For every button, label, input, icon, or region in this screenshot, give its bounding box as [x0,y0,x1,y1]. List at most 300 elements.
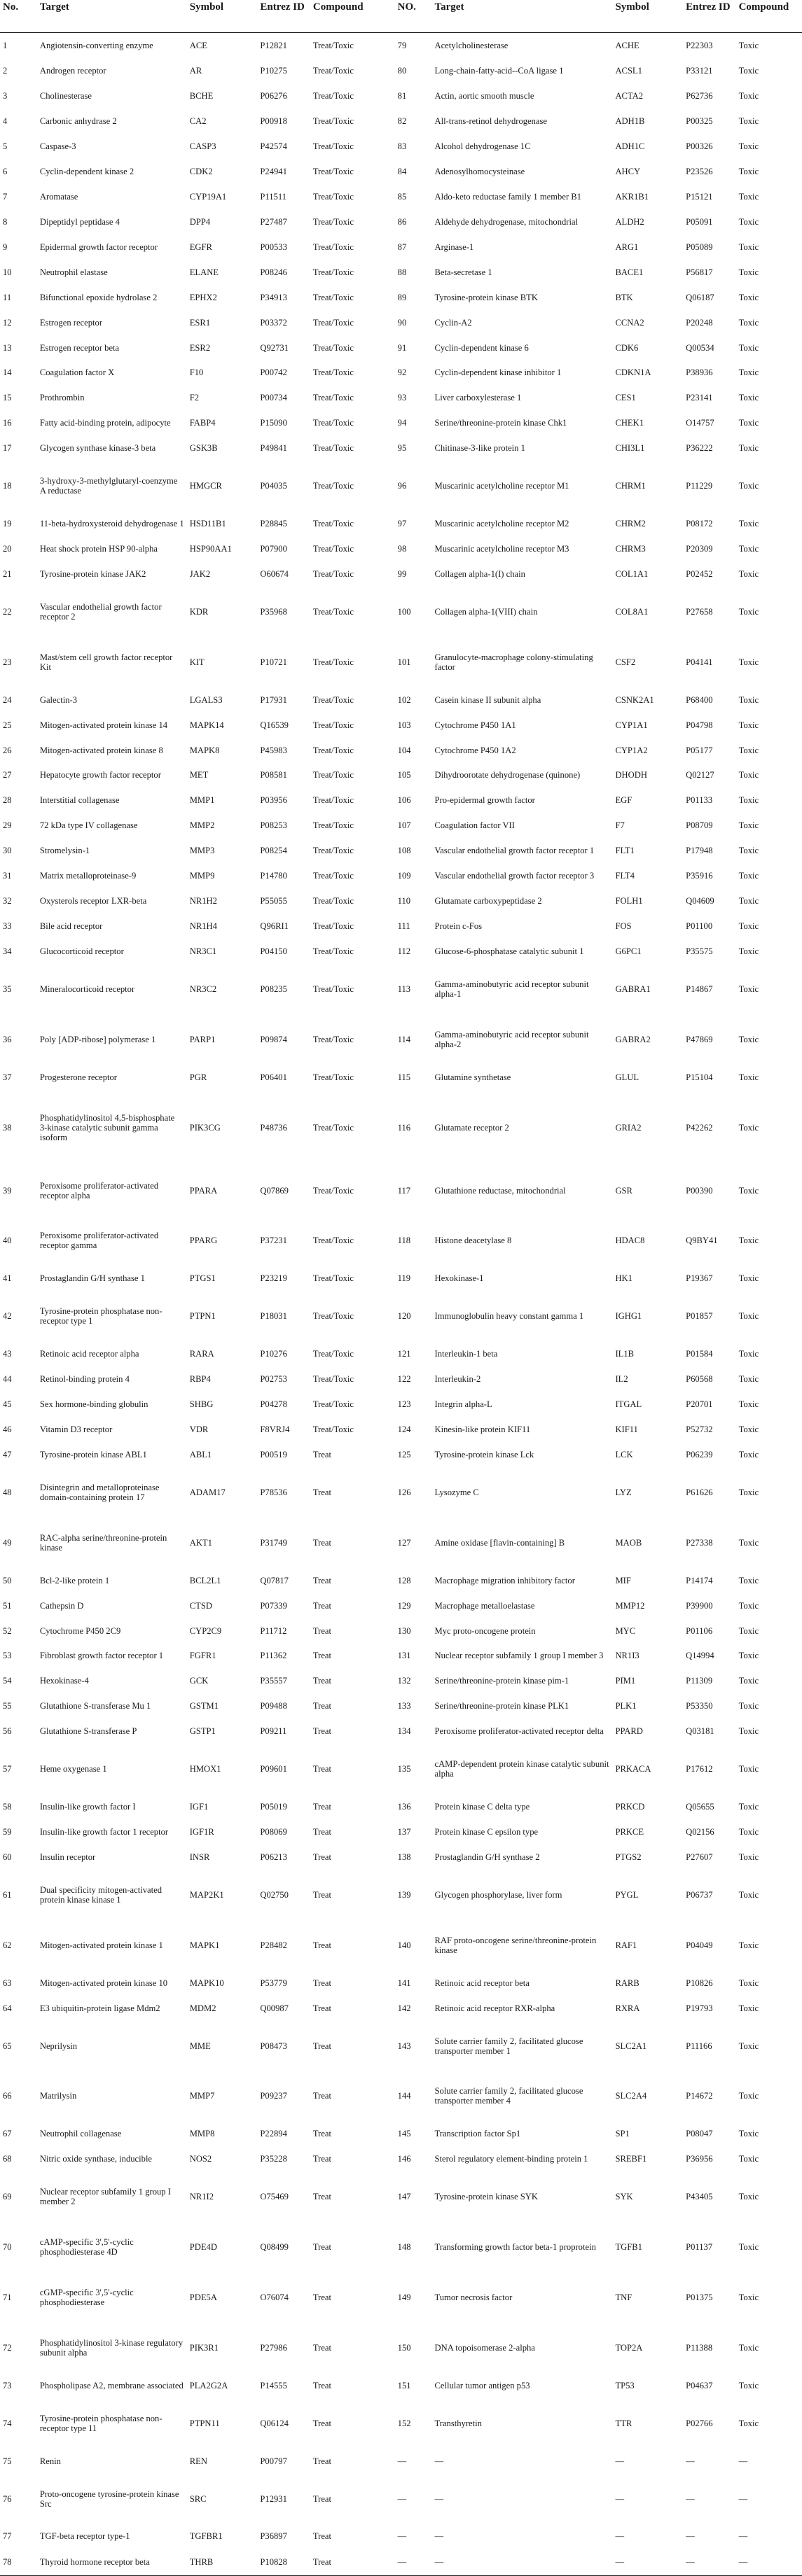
cell-target-left: Stromelysin-1 [39,846,90,856]
cell-target-right: Cyclin-A2 [434,317,472,328]
cell-no-right: 134 [397,1726,411,1737]
cell-target-left: TGF-beta receptor type-1 [39,2531,130,2542]
cell-no-left: 58 [3,1802,12,1812]
cell-compound-left: Treat/Toxic [312,745,354,755]
cell-compound-right: Toxic [738,2292,759,2302]
cell-symbol-left: AKT1 [189,1537,212,1548]
cell-no-left: 63 [3,1977,12,1988]
cell-target-right: Protein kinase C delta type [434,1802,530,1812]
cell-symbol-left: PGR [189,1072,207,1082]
cell-compound-right: Toxic [738,2091,759,2101]
table-row [0,1668,802,1693]
cell-target-right: Collagen alpha-1(I) chain [434,568,525,579]
cell-entrez-id-left: Q08499 [260,2242,289,2253]
table-row [0,1970,802,1996]
cell-target-right: Tyrosine-protein kinase Lck [434,1449,534,1460]
cell-entrez-id-right: — [686,2493,695,2504]
cell-entrez-id-right: P14867 [686,983,713,994]
cell-no-right: 93 [397,393,407,403]
cell-target-left: Mitogen-activated protein kinase 1 [39,1940,163,1950]
cell-target-right: Peroxisome proliferator-activated receptor delta [434,1726,604,1737]
cell-compound-left: Treat/Toxic [312,1349,354,1359]
cell-no-right: 145 [397,2129,411,2139]
cell-no-right: 128 [397,1575,411,1586]
cell-symbol-left: MME [189,2040,211,2051]
cell-entrez-id-right: P02766 [686,2418,713,2428]
cell-no-right: 81 [397,91,407,102]
cell-entrez-id-left: P00519 [260,1449,287,1460]
cell-entrez-id-left: P00734 [260,393,287,403]
cell-no-left: 52 [3,1625,12,1636]
cell-no-left: 40 [3,1236,12,1246]
cell-symbol-right: ADH1C [615,141,645,151]
cell-target-right: Gamma-aminobutyric acid receptor subunit alpha-2 [434,1029,589,1049]
cell-no-right: 124 [397,1424,411,1434]
cell-no-left: 62 [3,1940,12,1950]
cell-entrez-id-right: Q9BY41 [686,1236,718,1246]
cell-entrez-id-right: P22303 [686,40,713,50]
cell-target-right: Gamma-aminobutyric acid receptor subunit alpha-1 [434,979,589,999]
cell-compound-left: Treat/Toxic [312,317,354,328]
table-row [0,58,802,83]
cell-target-right: Nuclear receptor subfamily 1 group I member 3 [434,1651,604,1661]
cell-target-left: Phosphatidylinositol 3-kinase regulatory subunit alpha [39,2337,184,2358]
cell-entrez-id-right: P20248 [686,317,713,328]
cell-no-left: 50 [3,1575,12,1586]
cell-entrez-id-right: P61626 [686,1487,713,1497]
cell-entrez-id-left: P24941 [260,166,287,176]
cell-target-right: Solute carrier family 2, facilitated glucose transporter member 4 [434,2086,583,2106]
cell-compound-left: Treat [312,1537,331,1548]
cell-compound-left: Treat [312,2292,331,2302]
cell-target-left: Neprilysin [39,2040,78,2051]
cell-target-left: Carbonic anhydrase 2 [39,116,117,127]
cell-entrez-id-left: P08473 [260,2040,287,2051]
cell-no-left: 43 [3,1349,12,1359]
cell-compound-right: Toxic [738,40,759,50]
cell-no-right: 138 [397,1851,411,1862]
cell-entrez-id-left: P04150 [260,946,287,957]
table-row [0,2373,802,2398]
cell-entrez-id-right: P23526 [686,166,713,176]
table-row [0,738,802,763]
cell-compound-left: Treat [312,1802,331,1812]
cell-target-right: Transthyretin [434,2418,482,2428]
cell-compound-right: Toxic [738,267,759,277]
cell-entrez-id-left: P09874 [260,1034,287,1044]
table-row [0,1844,802,1870]
cell-no-left: 1 [3,40,8,50]
cell-entrez-id-right: P11388 [686,2342,713,2353]
cell-entrez-id-right: P01106 [686,1625,713,1636]
cell-target-left: Tyrosine-protein kinase JAK2 [39,568,146,579]
cell-entrez-id-left: P08246 [260,267,287,277]
cell-no-right: 146 [397,2154,411,2164]
cell-no-left: 53 [3,1651,12,1661]
cell-compound-right: Toxic [738,91,759,102]
table-row [0,461,802,511]
cell-no-right: 100 [397,606,411,617]
cell-target-right: Glutathione reductase, mitochondrial [434,1185,566,1196]
cell-entrez-id-right: P27338 [686,1537,713,1548]
cell-symbol-right: SYK [615,2192,633,2202]
cell-target-right: Protein c-Fos [434,921,483,932]
cell-symbol-right: COL8A1 [615,606,649,617]
cell-target-right: — [434,2493,444,2504]
cell-entrez-id-left: P10276 [260,1349,287,1359]
cell-no-left: 13 [3,342,12,353]
cell-no-left: 73 [3,2380,12,2390]
table-row [0,1618,802,1644]
cell-no-right: 149 [397,2292,411,2302]
cell-compound-right: Toxic [738,241,759,252]
cell-compound-left: Treat [312,2040,331,2051]
cell-no-right: 122 [397,1374,411,1385]
cell-target-left: Mitogen-activated protein kinase 8 [39,745,163,755]
cell-entrez-id-right: Q14994 [686,1651,714,1661]
cell-symbol-right: MMP12 [615,1600,645,1611]
cell-no-right: 114 [397,1034,411,1044]
cell-no-right: 129 [397,1600,411,1611]
cell-no-left: 56 [3,1726,12,1737]
cell-compound-left: Treat [312,1851,331,1862]
cell-compound-left: Treat/Toxic [312,1072,354,1082]
cell-target-right: Myc proto-oncogene protein [434,1625,536,1636]
cell-no-right: 120 [397,1311,411,1322]
cell-entrez-id-left: P12821 [260,40,287,50]
cell-symbol-left: PIK3CG [189,1122,221,1133]
cell-compound-right: Toxic [738,1889,759,1900]
cell-target-left: Renin [39,2456,61,2466]
cell-no-right: 110 [397,896,411,906]
cell-compound-left: Treat/Toxic [312,116,354,127]
cell-compound-right: Toxic [738,1374,759,1385]
cell-symbol-left: ELANE [189,267,219,277]
cell-symbol-left: MMP2 [189,820,215,831]
cell-entrez-id-right: P60568 [686,1374,713,1385]
cell-target-right: Tyrosine-protein kinase SYK [434,2192,538,2202]
cell-entrez-id-right: P56817 [686,267,713,277]
cell-entrez-id-left: P06401 [260,1072,287,1082]
cell-compound-left: Treat/Toxic [312,91,354,102]
cell-symbol-left: MAPK14 [189,720,224,730]
cell-no-left: 57 [3,1764,12,1774]
cell-compound-right: Toxic [738,921,759,932]
cell-target-left: Neutrophil collagenase [39,2129,122,2139]
cell-compound-right: Toxic [738,1034,759,1044]
cell-symbol-right: G6PC1 [615,946,642,957]
cell-symbol-right: TTR [615,2418,632,2428]
cell-compound-right: Toxic [738,1487,759,1497]
cell-no-right: 133 [397,1701,411,1712]
cell-symbol-right: FOS [615,921,632,932]
cell-compound-left: Treat/Toxic [312,292,354,302]
cell-entrez-id-left: P04278 [260,1399,287,1410]
cell-symbol-left: ACE [189,40,207,50]
cell-target-right: Serine/threonine-protein kinase Chk1 [434,418,567,428]
cell-compound-right: Toxic [738,393,759,403]
cell-compound-right: Toxic [738,1851,759,1862]
cell-compound-right: Toxic [738,2129,759,2139]
table-row [0,1693,802,1718]
cell-compound-right: Toxic [738,443,759,454]
cell-target-left: Poly [ADP-ribose] polymerase 1 [39,1034,156,1044]
cell-no-left: 74 [3,2418,12,2428]
cell-no-right: 113 [397,983,411,994]
cell-symbol-right: — [615,2456,625,2466]
cell-compound-left: Treat/Toxic [312,1185,354,1196]
cell-symbol-left: PTPN11 [189,2418,220,2428]
cell-no-right: 115 [397,1072,411,1082]
cell-target-left: Mitogen-activated protein kinase 10 [39,1977,168,1988]
cell-target-right: Aldehyde dehydrogenase, mitochondrial [434,216,579,227]
table-row [0,788,802,813]
cell-compound-left: Treat/Toxic [312,481,354,491]
table-row [0,637,802,687]
cell-symbol-right: TP53 [615,2380,635,2390]
cell-compound-right: Toxic [738,2003,759,2013]
cell-target-right: Interleukin-2 [434,1374,481,1385]
cell-compound-right: Toxic [738,66,759,76]
cell-symbol-right: PTGS2 [615,1851,642,1862]
cell-entrez-id-right: P04637 [686,2380,713,2390]
cell-target-left: 72 kDa type IV collagenase [39,820,138,831]
cell-entrez-id-left: P53779 [260,1977,287,1988]
cell-symbol-left: AR [189,66,202,76]
table-row [0,385,802,410]
cell-entrez-id-right: P15104 [686,1072,713,1082]
cell-target-left: Heat shock protein HSP 90-alpha [39,544,158,554]
cell-symbol-right: IGHG1 [615,1311,642,1322]
cell-no-right: 150 [397,2342,411,2353]
cell-no-left: 4 [3,116,8,127]
cell-target-left: Matrilysin [39,2091,77,2101]
cell-entrez-id-left: P11712 [260,1625,287,1636]
cell-entrez-id-left: P06276 [260,91,287,102]
table-row [0,1794,802,1819]
cell-no-right: 112 [397,946,411,957]
cell-symbol-right: TNF [615,2292,632,2302]
cell-entrez-id-right: P11229 [686,481,713,491]
cell-target-left: Retinol-binding protein 4 [39,1374,130,1385]
cell-target-left: Tyrosine-protein phosphatase non-receptor type 11 [39,2413,163,2433]
table-header [0,0,802,32]
header-symbol-2: Symbol [612,0,683,32]
cell-no-left: 49 [3,1537,12,1548]
cell-symbol-right: SP1 [615,2129,630,2139]
cell-target-right: Casein kinase II subunit alpha [434,694,541,705]
cell-compound-left: Treat [312,2418,331,2428]
table-row [0,1870,802,1920]
cell-symbol-left: CASP3 [189,141,216,151]
cell-no-right: 89 [397,292,407,302]
cell-compound-right: Toxic [738,2418,759,2428]
cell-entrez-id-left: P45983 [260,745,287,755]
cell-no-left: 28 [3,795,12,806]
cell-entrez-id-left: P14780 [260,871,287,881]
cell-symbol-right: PYGL [615,1889,639,1900]
cell-symbol-right: ACHE [615,40,639,50]
cell-compound-left: Treat/Toxic [312,694,354,705]
table-row [0,108,802,134]
cell-compound-right: — [738,2456,748,2466]
cell-target-right: Retinoic acid receptor RXR-alpha [434,2003,555,2013]
table-row [0,1392,802,1417]
cell-no-left: 38 [3,1122,12,1133]
cell-compound-right: Toxic [738,1676,759,1686]
cell-entrez-id-right: P62736 [686,91,713,102]
cell-compound-left: Treat [312,1651,331,1661]
cell-entrez-id-left: P28845 [260,519,287,529]
cell-compound-right: Toxic [738,1537,759,1548]
cell-target-left: Progesterone receptor [39,1072,117,1082]
cell-symbol-left: DPP4 [189,216,211,227]
cell-symbol-right: GLUL [615,1072,639,1082]
table-row [0,2021,802,2071]
cell-no-right: 84 [397,166,407,176]
cell-entrez-id-left: P08069 [260,1827,287,1837]
cell-compound-right: Toxic [738,1940,759,1950]
cell-entrez-id-left: P09488 [260,1701,287,1712]
cell-target-right: Cyclin-dependent kinase inhibitor 1 [434,368,562,378]
cell-target-left: Galectin-3 [39,694,77,705]
cell-entrez-id-right: P00325 [686,116,713,127]
cell-target-left: Prostaglandin G/H synthase 1 [39,1273,145,1284]
cell-entrez-id-right: P14672 [686,2091,713,2101]
cell-no-left: 12 [3,317,12,328]
cell-no-left: 31 [3,871,12,881]
cell-entrez-id-left: P10275 [260,66,287,76]
cell-no-left: 27 [3,770,12,780]
cell-no-left: 20 [3,544,12,554]
cell-entrez-id-right: Q04609 [686,896,714,906]
cell-target-left: Fibroblast growth factor receptor 1 [39,1651,164,1661]
table-row [0,813,802,838]
cell-no-left: 77 [3,2531,12,2542]
cell-compound-right: Toxic [738,770,759,780]
cell-no-right: 96 [397,481,407,491]
cell-target-right: Muscarinic acetylcholine receptor M2 [434,519,569,529]
cell-entrez-id-right: P19793 [686,2003,713,2013]
cell-entrez-id-left: P03372 [260,317,287,328]
cell-entrez-id-right: P27658 [686,606,713,617]
cell-compound-right: Toxic [738,2154,759,2164]
cell-no-right: 82 [397,116,407,127]
cell-target-right: Adenosylhomocysteinase [434,166,525,176]
table-row [0,1718,802,1744]
table-row [0,32,802,58]
cell-entrez-id-right: P01857 [686,1311,713,1322]
cell-no-left: 3 [3,91,8,102]
cell-compound-right: Toxic [738,1827,759,1837]
cell-symbol-left: HMGCR [189,481,222,491]
header-no-2: NO. [395,0,432,32]
cell-entrez-id-left: Q96RI1 [260,921,289,932]
cell-entrez-id-left: P28482 [260,1940,287,1950]
cell-entrez-id-right: Q06187 [686,292,714,302]
cell-no-left: 37 [3,1072,12,1082]
cell-compound-left: Treat/Toxic [312,342,354,353]
cell-entrez-id-right: P04141 [686,657,713,667]
cell-entrez-id-right: P53350 [686,1701,713,1712]
cell-symbol-left: HSD11B1 [189,519,226,529]
table-row [0,687,802,713]
cell-entrez-id-right: Q03181 [686,1726,714,1737]
cell-entrez-id-left: P23219 [260,1273,287,1284]
cell-compound-right: Toxic [738,2380,759,2390]
cell-symbol-right: KIF11 [615,1424,638,1434]
cell-no-left: 51 [3,1600,12,1611]
cell-compound-left: Treat/Toxic [312,606,354,617]
table-row [0,1467,802,1518]
table-row [0,2071,802,2121]
cell-entrez-id-right: P11166 [686,2040,712,2051]
table-row [0,1518,802,1568]
cell-target-right: Interleukin-1 beta [434,1349,498,1359]
cell-target-right: Integrin alpha-L [434,1399,492,1410]
cell-symbol-left: PARP1 [189,1034,216,1044]
cell-symbol-right: BACE1 [615,267,644,277]
cell-symbol-left: BCL2L1 [189,1575,221,1586]
cell-symbol-right: CES1 [615,393,636,403]
cell-symbol-right: SREBF1 [615,2154,647,2164]
cell-symbol-left: NR1I2 [189,2192,214,2202]
cell-target-left: Disintegrin and metalloproteinase domain-containing protein 17 [39,1482,160,1502]
cell-entrez-id-right: P05091 [686,216,713,227]
cell-compound-left: Treat/Toxic [312,770,354,780]
cell-symbol-right: COL1A1 [615,568,649,579]
cell-no-left: 41 [3,1273,12,1284]
header-symbol: Symbol [187,0,258,32]
cell-target-right: Glutamine synthetase [434,1072,511,1082]
cell-symbol-right: CHRM3 [615,544,646,554]
cell-no-left: 59 [3,1827,12,1837]
cell-target-left: Estrogen receptor [39,317,103,328]
cell-symbol-left: IGF1R [189,1827,214,1837]
cell-no-left: 75 [3,2456,12,2466]
cell-symbol-right: RXRA [615,2003,640,2013]
cell-target-left: Vitamin D3 receptor [39,1424,113,1434]
cell-no-right: 106 [397,795,411,806]
table-row [0,1014,802,1065]
cell-target-right: Beta-secretase 1 [434,267,492,277]
cell-compound-left: Treat/Toxic [312,871,354,881]
table-row [0,2146,802,2171]
cell-symbol-right: GABRA1 [615,983,651,994]
cell-entrez-id-right: P17948 [686,846,713,856]
cell-symbol-left: PLA2G2A [189,2380,228,2390]
cell-compound-right: Toxic [738,745,759,755]
cell-no-right: 94 [397,418,407,428]
table-row [0,1215,802,1266]
cell-no-right: 147 [397,2192,411,2202]
cell-target-right: Macrophage migration inhibitory factor [434,1575,575,1586]
cell-entrez-id-right: P33121 [686,66,713,76]
table-row [0,587,802,637]
cell-compound-left: Treat/Toxic [312,921,354,932]
cell-symbol-left: RARA [189,1349,214,1359]
cell-target-left: Androgen receptor [39,66,106,76]
cell-target-right: Aldo-keto reductase family 1 member B1 [434,191,581,202]
cell-no-right: 152 [397,2418,411,2428]
table-row [0,1166,802,1216]
cell-target-right: Kinesin-like protein KIF11 [434,1424,531,1434]
cell-compound-right: Toxic [738,1701,759,1712]
cell-symbol-right: MIF [615,1575,631,1586]
cell-target-right: Granulocyte-macrophage colony-stimulating factor [434,652,593,672]
cell-compound-left: Treat [312,1449,331,1460]
cell-target-left: Insulin-like growth factor I [39,1802,136,1812]
